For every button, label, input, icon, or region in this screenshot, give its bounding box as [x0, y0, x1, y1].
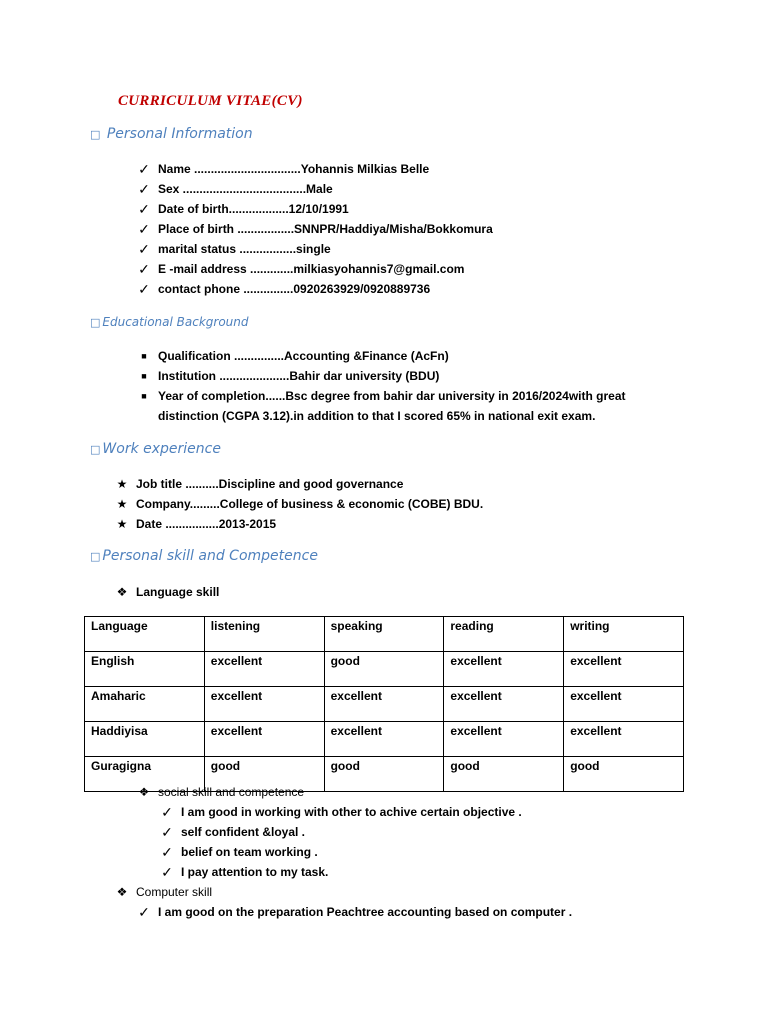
- checkmark-icon: ✓: [138, 281, 150, 297]
- education-heading: □ Educational Background: [90, 315, 249, 329]
- list-item: ❖ Language skill: [136, 582, 219, 602]
- list-item: ■ Year of completion......Bsc degree from bahir dar university in 2016/2024with great distinction (CGPA 3.12).in addition to that I scored 65% in national exit exam.: [158, 386, 658, 426]
- checkmark-icon: ✓: [161, 804, 173, 820]
- checkmark-icon: ✓: [138, 904, 150, 920]
- social-skill-list: [161, 802, 522, 882]
- checkmark-icon: ✓: [138, 201, 150, 217]
- diamond-bullet-icon: ❖: [116, 585, 128, 599]
- table-row: [85, 687, 684, 722]
- box-icon: □: [90, 316, 101, 329]
- work-experience-heading: □ Work experience: [90, 441, 221, 457]
- list-item: ★ Company.........College of business & economic (COBE) BDU.: [136, 494, 483, 514]
- table-cell: excellent: [564, 722, 684, 757]
- table-cell: excellent: [444, 687, 564, 722]
- list-item: ✓ I pay attention to my task.: [181, 862, 522, 882]
- star-bullet-icon: ★: [116, 477, 128, 491]
- language-skill-table: [84, 616, 684, 792]
- checkmark-icon: ✓: [161, 824, 173, 840]
- list-item: ■ Qualification ...............Accounting &Finance (AcFn): [158, 346, 658, 366]
- table-cell: excellent: [204, 652, 324, 687]
- checkmark-icon: ✓: [138, 181, 150, 197]
- table-header-row: [85, 617, 684, 652]
- list-item: ✓ belief on team working .: [181, 842, 522, 862]
- table-cell: excellent: [324, 722, 444, 757]
- table-cell: good: [324, 652, 444, 687]
- education-list: [141, 346, 658, 426]
- square-bullet-icon: ■: [141, 351, 147, 361]
- table-row: [85, 652, 684, 687]
- skills-heading: □ Personal skill and Competence: [90, 548, 318, 564]
- checkmark-icon: ✓: [138, 161, 150, 177]
- box-icon: □: [90, 443, 101, 456]
- square-bullet-icon: ■: [141, 371, 147, 381]
- checkmark-icon: ✓: [138, 261, 150, 277]
- table-header-cell: writing: [564, 617, 684, 652]
- table-cell: Guragigna: [85, 757, 205, 792]
- table-cell: excellent: [564, 652, 684, 687]
- table-cell: excellent: [564, 687, 684, 722]
- list-item: ★ Date ................2013-2015: [136, 514, 483, 534]
- list-item: ✓ self confident &loyal .: [181, 822, 522, 842]
- table-cell: English: [85, 652, 205, 687]
- personal-info-heading: □ Personal Information: [90, 126, 253, 142]
- box-icon: □: [90, 550, 101, 563]
- list-item: ✓ Name ................................Yohannis Milkias Belle: [158, 159, 493, 179]
- diamond-bullet-icon: ❖: [138, 785, 150, 799]
- computer-skill-list: [138, 902, 573, 922]
- list-item: ✓ marital status .................single: [158, 239, 493, 259]
- table-cell: Haddiyisa: [85, 722, 205, 757]
- checkmark-icon: ✓: [161, 864, 173, 880]
- checkmark-icon: ✓: [138, 221, 150, 237]
- checkmark-icon: ✓: [161, 844, 173, 860]
- table-header-cell: speaking: [324, 617, 444, 652]
- language-skill-list: [116, 582, 220, 602]
- table-cell: excellent: [444, 722, 564, 757]
- table-cell: excellent: [204, 687, 324, 722]
- table-header-cell: reading: [444, 617, 564, 652]
- table-row: [85, 722, 684, 757]
- social-skill-label-list: [138, 782, 305, 802]
- table-header-cell: listening: [204, 617, 324, 652]
- table-cell: good: [204, 757, 324, 792]
- list-item: ❖ Computer skill: [136, 882, 212, 902]
- list-item: ✓ contact phone ...............0920263929/0920889736: [158, 279, 493, 299]
- table-cell: excellent: [444, 652, 564, 687]
- box-icon: □: [90, 128, 101, 141]
- list-item: ❖ social skill and competence: [158, 782, 304, 802]
- list-item: ✓ Sex .....................................Male: [158, 179, 493, 199]
- checkmark-icon: ✓: [138, 241, 150, 257]
- personal-info-list: [138, 159, 493, 299]
- work-experience-list: [116, 474, 484, 534]
- list-item: ★ Job title ..........Discipline and good governance: [136, 474, 483, 494]
- table-cell: excellent: [324, 687, 444, 722]
- list-item: ✓ E -mail address .............milkiasyohannis7@gmail.com: [158, 259, 493, 279]
- cv-title: CURRICULUM VITAE(CV): [118, 93, 303, 109]
- list-item: ✓ I am good on the preparation Peachtree accounting based on computer .: [158, 902, 572, 922]
- list-item: ✓ Place of birth .................SNNPR/Haddiya/Misha/Bokkomura: [158, 219, 493, 239]
- table-cell: good: [324, 757, 444, 792]
- list-item: ✓ I am good in working with other to achive certain objective .: [181, 802, 522, 822]
- star-bullet-icon: ★: [116, 497, 128, 511]
- computer-skill-label-list: [116, 882, 213, 902]
- table-cell: good: [444, 757, 564, 792]
- table-header-cell: Language: [85, 617, 205, 652]
- square-bullet-icon: ■: [141, 391, 147, 401]
- diamond-bullet-icon: ❖: [116, 885, 128, 899]
- table-cell: good: [564, 757, 684, 792]
- star-bullet-icon: ★: [116, 517, 128, 531]
- list-item: ■ Institution .....................Bahir dar university (BDU): [158, 366, 658, 386]
- table-cell: Amaharic: [85, 687, 205, 722]
- list-item: ✓ Date of birth..................12/10/1991: [158, 199, 493, 219]
- table-cell: excellent: [204, 722, 324, 757]
